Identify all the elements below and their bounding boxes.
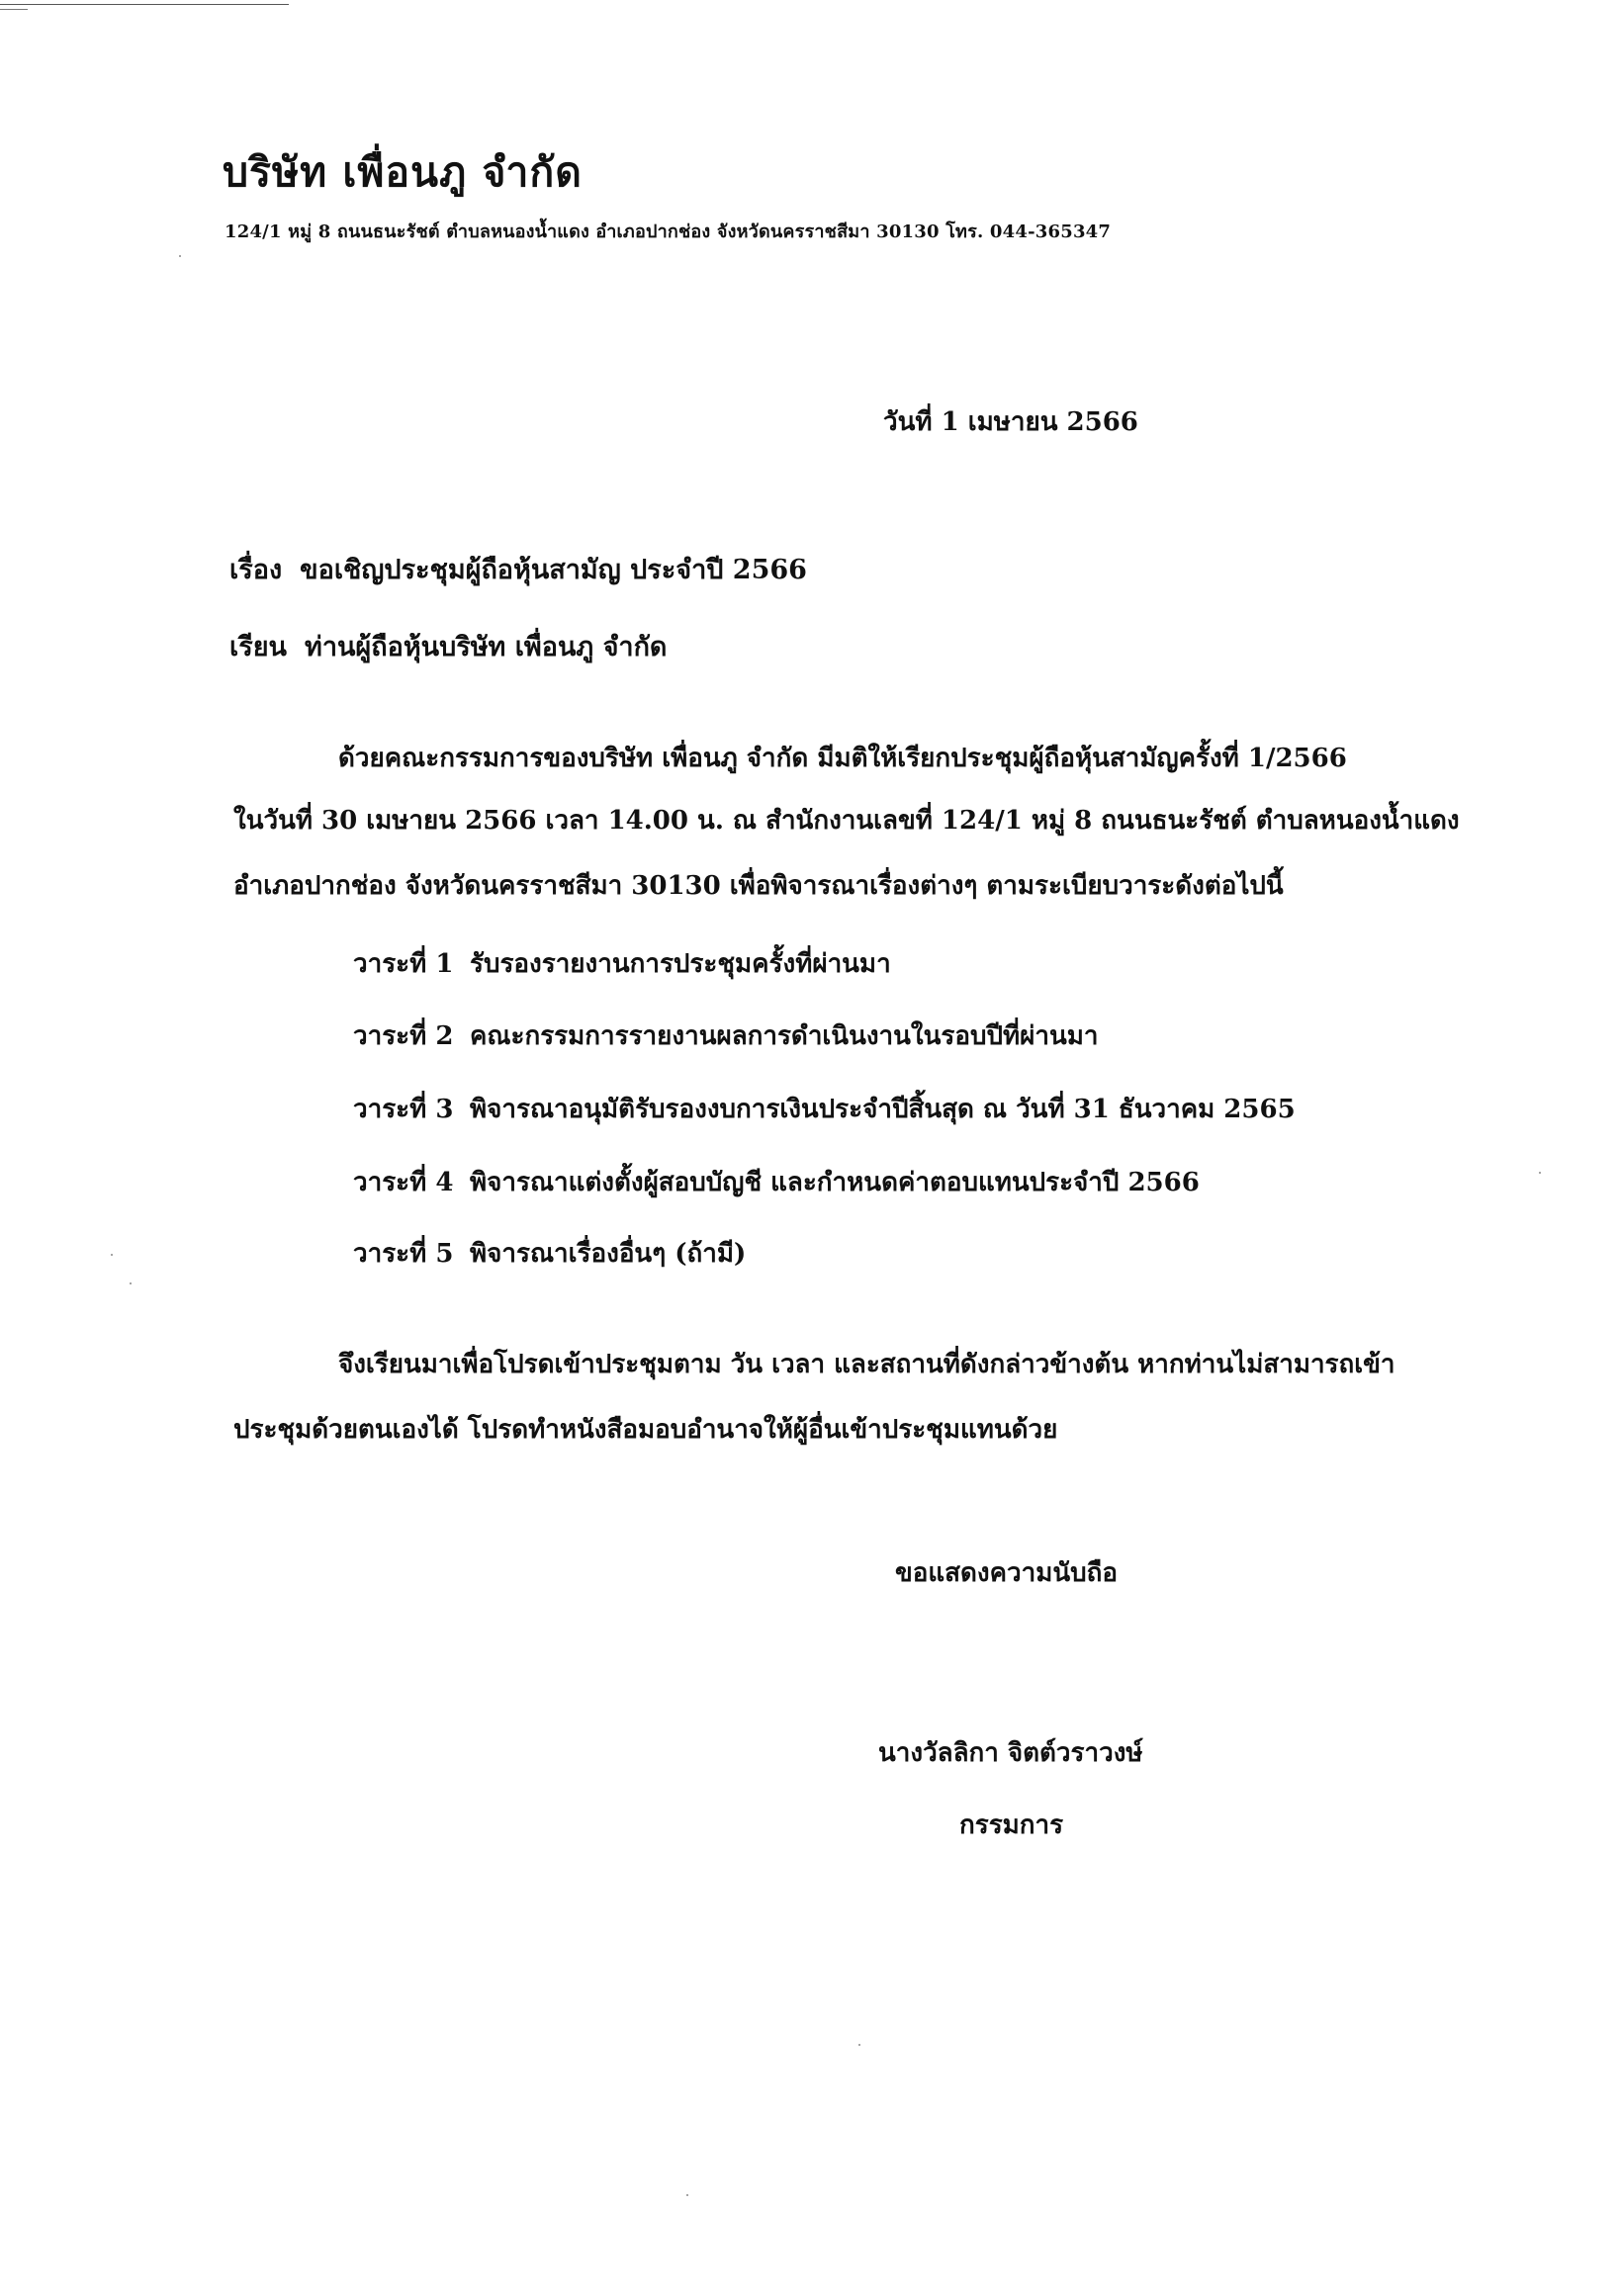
agenda-label: วาระที่ 4 [353, 1168, 454, 1197]
body-paragraph-line: ในวันที่ 30 เมษายน 2566 เวลา 14.00 น. ณ สำนักงานเลขที่ 124/1 หมู่ 8 ถนนธนะรัชต์ ตำบลหนองน้ำแดง [233, 806, 1460, 836]
scan-edge-line-short [0, 9, 28, 10]
subject-text: ขอเชิญประชุมผู้ถือหุ้นสามัญ ประจำปี 2566 [300, 555, 807, 585]
company-name: บริษัท เพื่อนภู จำกัด [223, 148, 583, 196]
company-address: 124/1 หมู่ 8 ถนนธนะรัชต์ ตำบลหนองน้ำแดง อำเภอปากช่อง จังหวัดนครราชสีมา 30130 โทร. 044-365347 [225, 221, 1112, 242]
letter-date: วันที่ 1 เมษายน 2566 [883, 407, 1138, 437]
agenda-label: วาระที่ 5 [353, 1239, 454, 1269]
closing-paragraph-line: ประชุมด้วยตนเองได้ โปรดทำหนังสือมอบอำนาจให้ผู้อื่นเข้าประชุมแทนด้วย [233, 1415, 1058, 1445]
regards-text: ขอแสดงความนับถือ [895, 1558, 1118, 1588]
scan-edge-line [0, 4, 289, 5]
agenda-item [353, 943, 891, 984]
scan-speck [111, 1254, 113, 1256]
agenda-item [353, 1233, 746, 1274]
signer-name: นางวัลลิกา จิตต์วราวงษ์ [878, 1738, 1143, 1768]
agenda-text: พิจารณาแต่งตั้งผู้สอบบัญชี และกำหนดค่าตอบแทนประจำปี 2566 [470, 1168, 1200, 1197]
agenda-text: คณะกรรมการรายงานผลการดำเนินงานในรอบปีที่ผ่านมา [470, 1021, 1099, 1051]
scan-speck [1539, 1172, 1541, 1174]
agenda-text: พิจารณาอนุมัติรับรองงบการเงินประจำปีสิ้นสุด ณ วันที่ 31 ธันวาคม 2565 [470, 1095, 1296, 1124]
agenda-text: พิจารณาเรื่องอื่นๆ (ถ้ามี) [470, 1239, 747, 1269]
body-paragraph-line: อำเภอปากช่อง จังหวัดนครราชสีมา 30130 เพื่อพิจารณาเรื่องต่างๆ ตามระเบียบวาระดังต่อไปนี้ [233, 871, 1284, 901]
subject-label: เรื่อง [229, 555, 283, 585]
agenda-item [353, 1162, 1200, 1202]
agenda-label: วาระที่ 1 [353, 949, 454, 979]
body-paragraph-line: ด้วยคณะกรรมการของบริษัท เพื่อนภู จำกัด มีมติให้เรียกประชุมผู้ถือหุ้นสามัญครั้งที่ 1/2566 [338, 744, 1347, 773]
recipient-text: ท่านผู้ถือหุ้นบริษัท เพื่อนภู จำกัด [305, 632, 668, 662]
recipient-label: เรียน [229, 632, 288, 662]
recipient-row [229, 625, 667, 667]
agenda-item [353, 1016, 1098, 1056]
subject-row [229, 548, 807, 590]
scan-speck [179, 255, 181, 257]
scan-speck [130, 1282, 132, 1284]
agenda-text: รับรองรายงานการประชุมครั้งที่ผ่านมา [470, 949, 891, 979]
signer-title: กรรมการ [959, 1810, 1064, 1840]
agenda-item [353, 1089, 1296, 1129]
scan-speck [686, 2194, 688, 2196]
scan-speck [858, 2044, 860, 2046]
agenda-label: วาระที่ 2 [353, 1021, 454, 1051]
closing-paragraph-line: จึงเรียนมาเพื่อโปรดเข้าประชุมตาม วัน เวลา และสถานที่ดังกล่าวข้างต้น หากท่านไม่สามารถเข้า [338, 1350, 1395, 1379]
agenda-label: วาระที่ 3 [353, 1095, 454, 1124]
